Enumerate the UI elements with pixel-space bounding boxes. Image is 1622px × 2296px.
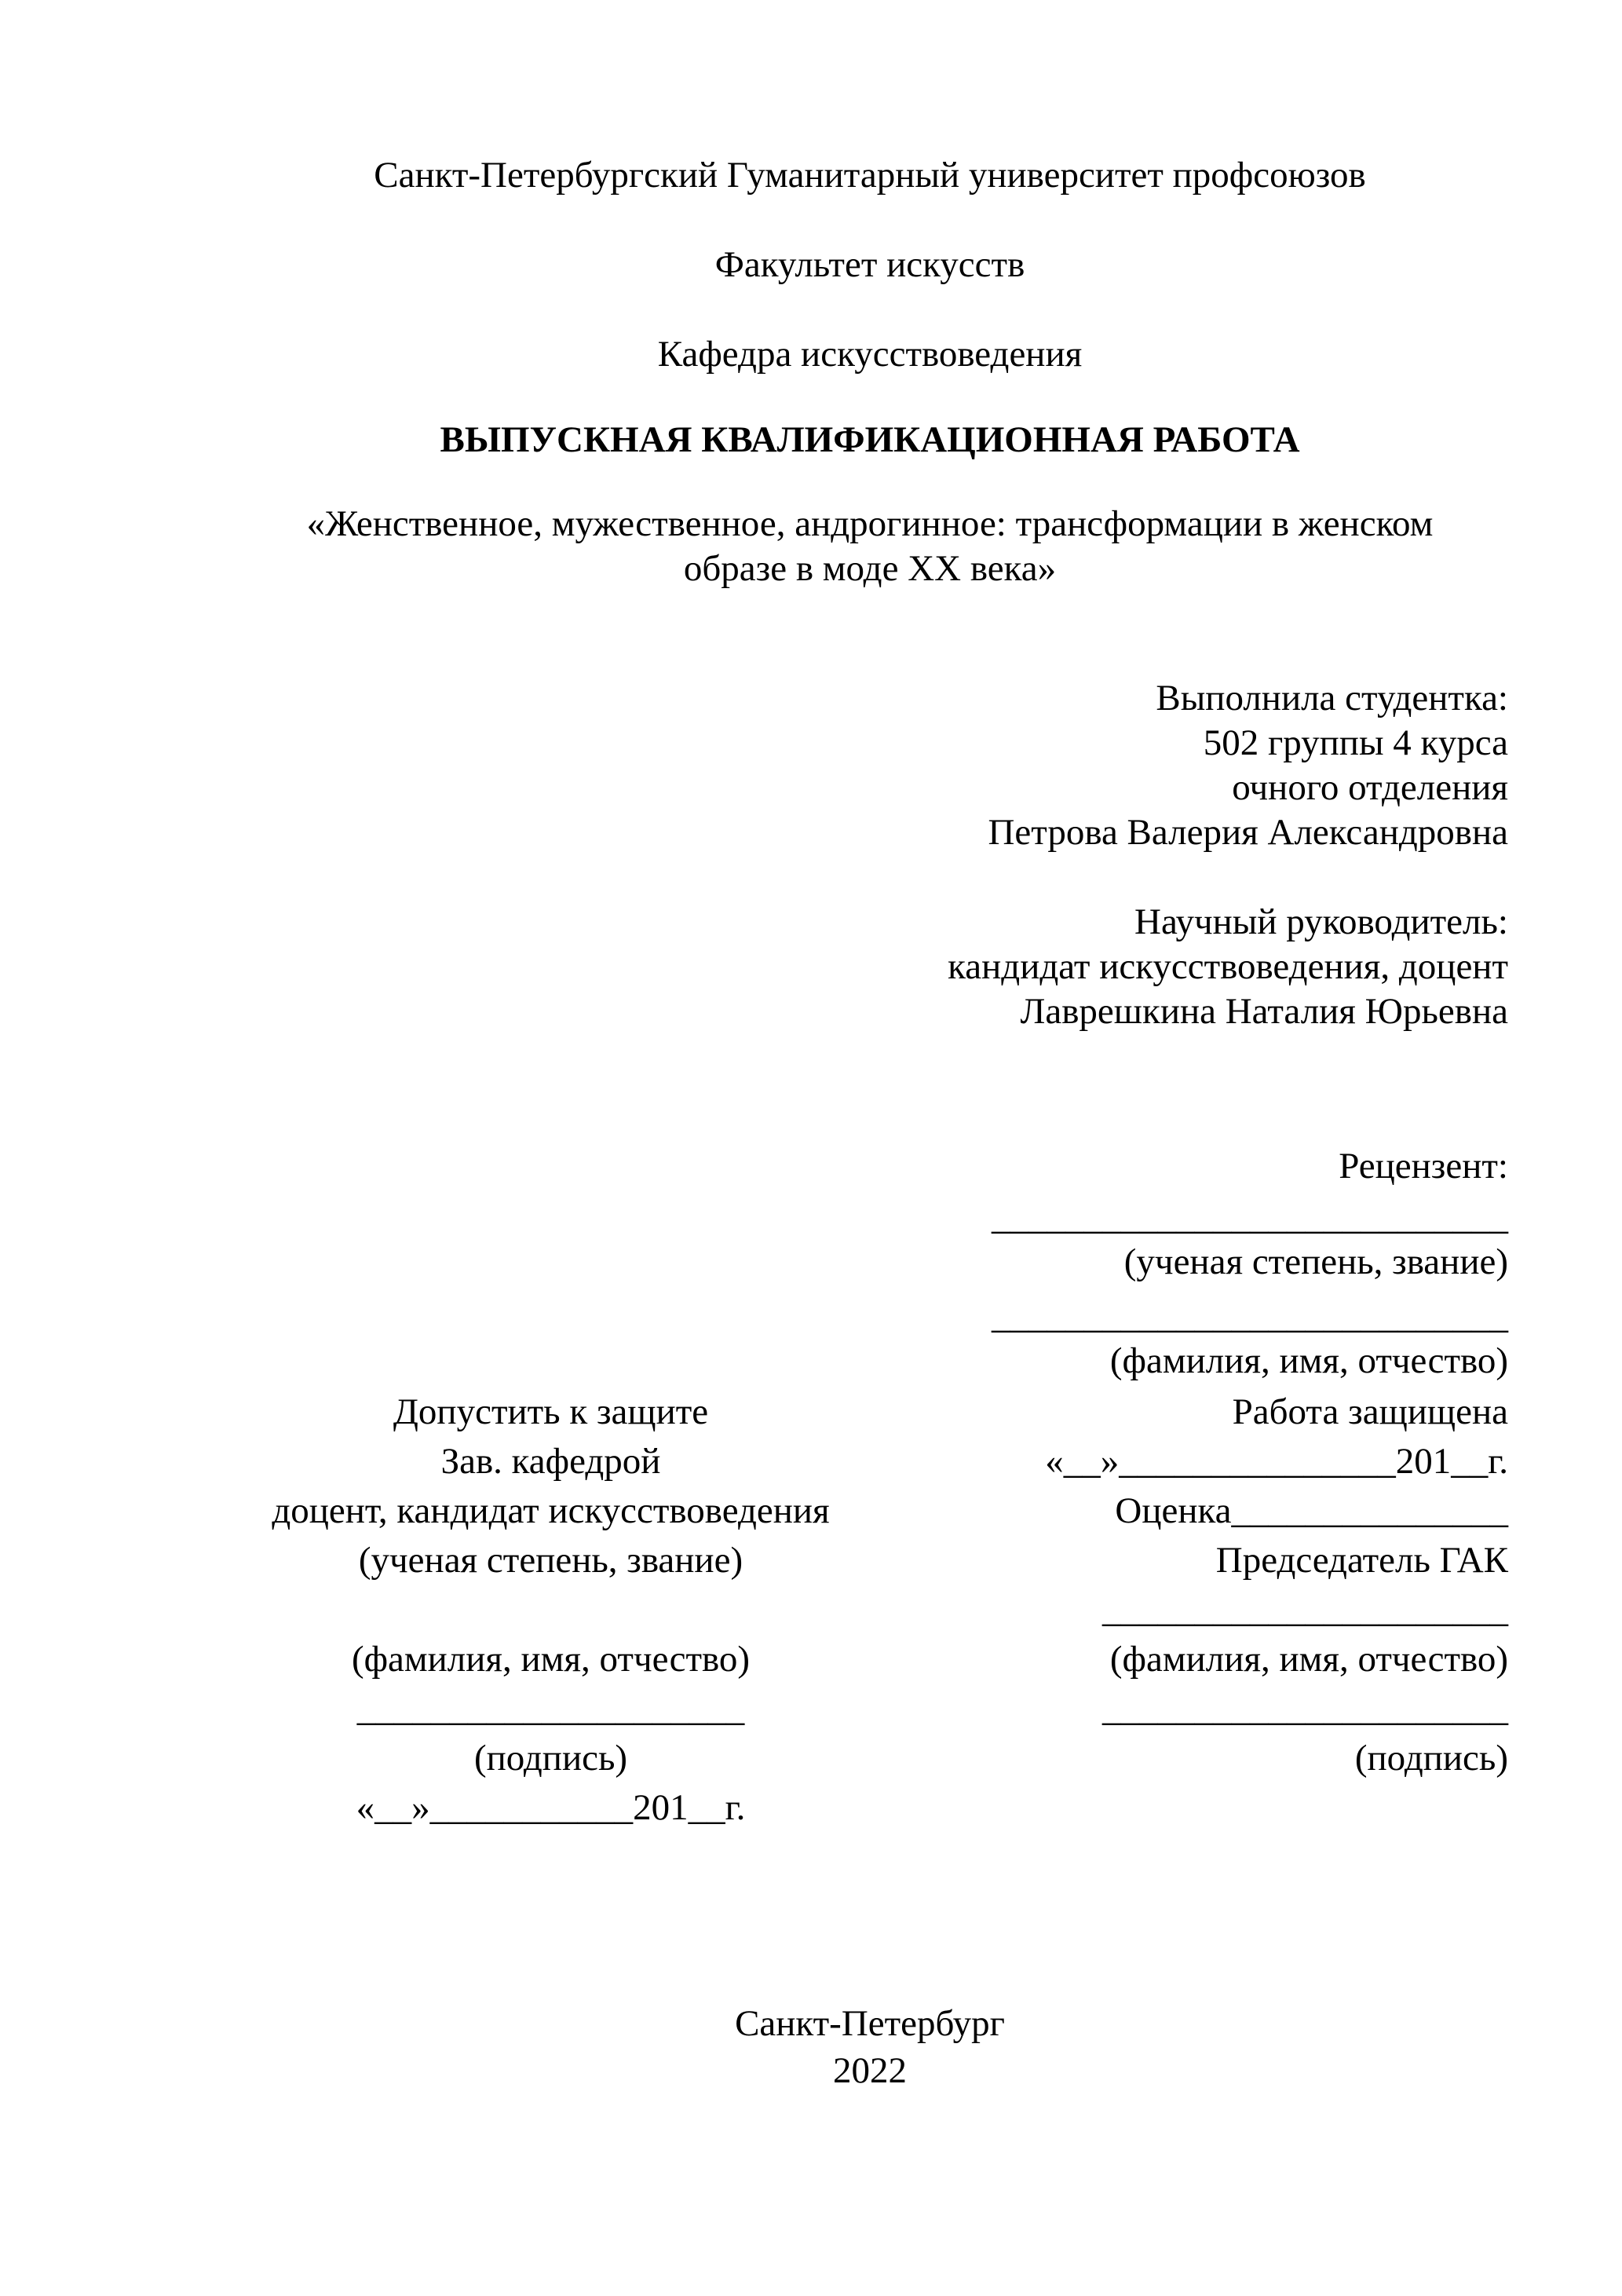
admission-head-position: Зав. кафедрой bbox=[440, 1441, 661, 1482]
university-name: Санкт-Петербургский Гуманитарный университет профсоюзов bbox=[374, 155, 1366, 196]
department-name: Кафедра искусствоведения bbox=[657, 334, 1083, 375]
admission-date-line: «__»___________201__г. bbox=[356, 1787, 746, 1828]
reviewer-label: Рецензент: bbox=[1339, 1146, 1508, 1186]
performed-by-label: Выполнила студентка: bbox=[1156, 678, 1508, 718]
reviewer-name-blank-line: ____________________________ bbox=[992, 1296, 1508, 1336]
student-name: Петрова Валерия Александровна bbox=[988, 812, 1508, 853]
supervisor-block bbox=[232, 900, 1508, 1034]
supervisor-label: Научный руководитель: bbox=[1134, 901, 1508, 942]
defense-column bbox=[870, 1387, 1508, 1833]
defense-chairman-label: Председатель ГАК bbox=[1215, 1540, 1508, 1581]
admission-head-degree: доцент, кандидат искусствоведения bbox=[272, 1490, 830, 1531]
work-type-heading: ВЫПУСКНАЯ КВАЛИФИКАЦИОННАЯ РАБОТА bbox=[440, 419, 1300, 460]
thesis-title bbox=[232, 502, 1508, 591]
defense-heading: Работа защищена bbox=[1232, 1391, 1508, 1432]
admission-spacer-row bbox=[232, 1585, 870, 1635]
admission-name-caption: (фамилия, имя, отчество) bbox=[351, 1639, 751, 1680]
student-group: 502 группы 4 курса bbox=[1203, 722, 1508, 763]
admission-heading: Допустить к защите bbox=[393, 1391, 709, 1432]
reviewer-name-caption: (фамилия, имя, отчество) bbox=[1109, 1340, 1508, 1381]
defense-signature-blank-line: ______________________ bbox=[1102, 1688, 1508, 1729]
admission-signature-caption: (подпись) bbox=[473, 1738, 628, 1779]
student-study-mode: очного отделения bbox=[1232, 767, 1508, 808]
thesis-title-line-1: «Женственное, мужественное, андрогинное: трансформации в женском bbox=[306, 503, 1434, 544]
reviewer-degree-caption: (ученая степень, звание) bbox=[1123, 1241, 1508, 1282]
thesis-title-line-2: образе в моде ХХ века» bbox=[683, 548, 1057, 589]
footer bbox=[232, 2000, 1508, 2094]
supervisor-name: Лаврешкина Наталия Юрьевна bbox=[1020, 991, 1508, 1032]
admission-degree-caption: (ученая степень, звание) bbox=[358, 1540, 743, 1581]
defense-date-line: «__»_______________201__г. bbox=[1045, 1441, 1508, 1482]
reviewer-degree-blank-line: ____________________________ bbox=[992, 1197, 1508, 1238]
defense-name-blank-line: ______________________ bbox=[1102, 1589, 1508, 1630]
admission-signature-blank-line: _____________________ bbox=[356, 1688, 745, 1729]
reviewer-block bbox=[232, 1144, 1508, 1384]
footer-city: Санкт-Петербург bbox=[735, 2003, 1005, 2044]
student-block bbox=[232, 676, 1508, 855]
defense-signature-caption: (подпись) bbox=[1354, 1738, 1508, 1779]
footer-year: 2022 bbox=[833, 2050, 907, 2091]
defense-name-caption: (фамилия, имя, отчество) bbox=[1109, 1639, 1508, 1680]
admission-column bbox=[232, 1387, 870, 1833]
defense-grade-line: Оценка_______________ bbox=[1115, 1490, 1508, 1531]
approval-section bbox=[232, 1387, 1508, 1833]
faculty-name: Факультет искусств bbox=[714, 244, 1025, 285]
supervisor-degree: кандидат искусствоведения, доцент bbox=[948, 946, 1508, 987]
